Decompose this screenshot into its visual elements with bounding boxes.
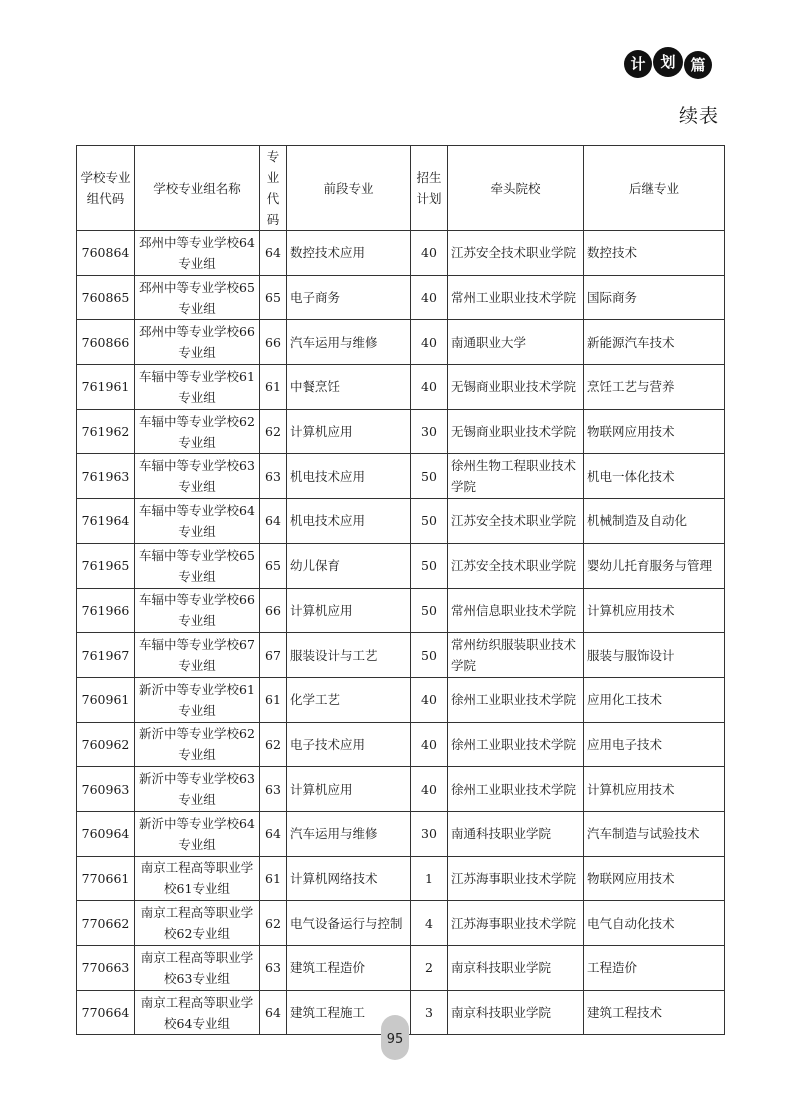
group-code-cell: 761961 bbox=[77, 365, 135, 410]
group-code-cell: 760865 bbox=[77, 275, 135, 320]
plan-cell: 4 bbox=[411, 901, 448, 946]
lead-college-cell: 南通职业大学 bbox=[448, 320, 584, 365]
front-major-cell: 服装设计与工艺 bbox=[287, 633, 411, 678]
major-code-cell: 63 bbox=[260, 767, 287, 812]
follow-major-cell: 计算机应用技术 bbox=[584, 588, 725, 633]
group-name-cell: 车辐中等专业学校66专业组 bbox=[135, 588, 260, 633]
group-name-cell: 南京工程高等职业学校62专业组 bbox=[135, 901, 260, 946]
front-major-cell: 计算机应用 bbox=[287, 767, 411, 812]
continued-label: 续表 bbox=[678, 105, 719, 127]
group-name-cell: 邳州中等专业学校66专业组 bbox=[135, 320, 260, 365]
plan-cell: 30 bbox=[411, 811, 448, 856]
group-code-cell: 761966 bbox=[77, 588, 135, 633]
front-major-cell: 计算机网络技术 bbox=[287, 856, 411, 901]
group-name-cell: 新沂中等专业学校61专业组 bbox=[135, 677, 260, 722]
major-code-cell: 63 bbox=[260, 454, 287, 499]
lead-college-cell: 徐州工业职业技术学院 bbox=[448, 722, 584, 767]
section-logo bbox=[624, 44, 714, 84]
column-header: 学校专业组名称 bbox=[135, 146, 260, 231]
group-code-cell: 770663 bbox=[77, 946, 135, 991]
group-name-cell: 车辐中等专业学校63专业组 bbox=[135, 454, 260, 499]
group-code-cell: 760961 bbox=[77, 677, 135, 722]
front-major-cell: 数控技术应用 bbox=[287, 231, 411, 276]
table-row bbox=[77, 409, 725, 454]
group-name-cell: 邳州中等专业学校65专业组 bbox=[135, 275, 260, 320]
front-major-cell: 计算机应用 bbox=[287, 588, 411, 633]
plan-cell: 50 bbox=[411, 588, 448, 633]
group-code-cell: 770662 bbox=[77, 901, 135, 946]
front-major-cell: 建筑工程造价 bbox=[287, 946, 411, 991]
group-code-cell: 761963 bbox=[77, 454, 135, 499]
major-code-cell: 62 bbox=[260, 722, 287, 767]
plan-cell: 50 bbox=[411, 454, 448, 499]
column-header: 学校专业组代码 bbox=[77, 146, 135, 231]
table-header-row bbox=[77, 146, 725, 231]
group-code-cell: 760964 bbox=[77, 811, 135, 856]
lead-college-cell: 徐州工业职业技术学院 bbox=[448, 677, 584, 722]
follow-major-cell: 物联网应用技术 bbox=[584, 856, 725, 901]
group-code-cell: 760866 bbox=[77, 320, 135, 365]
front-major-cell: 中餐烹饪 bbox=[287, 365, 411, 410]
major-code-cell: 61 bbox=[260, 365, 287, 410]
major-code-cell: 62 bbox=[260, 901, 287, 946]
follow-major-cell: 汽车制造与试验技术 bbox=[584, 811, 725, 856]
lead-college-cell: 常州工业职业技术学院 bbox=[448, 275, 584, 320]
group-code-cell: 770664 bbox=[77, 990, 135, 1035]
page-number: 95 bbox=[381, 1015, 409, 1060]
major-code-cell: 65 bbox=[260, 275, 287, 320]
plan-cell: 40 bbox=[411, 722, 448, 767]
table-row bbox=[77, 767, 725, 812]
front-major-cell: 计算机应用 bbox=[287, 409, 411, 454]
plan-cell: 2 bbox=[411, 946, 448, 991]
major-code-cell: 64 bbox=[260, 990, 287, 1035]
front-major-cell: 电子商务 bbox=[287, 275, 411, 320]
lead-college-cell: 常州信息职业技术学院 bbox=[448, 588, 584, 633]
group-name-cell: 邳州中等专业学校64专业组 bbox=[135, 231, 260, 276]
table-row bbox=[77, 320, 725, 365]
lead-college-cell: 南通科技职业学院 bbox=[448, 811, 584, 856]
group-name-cell: 新沂中等专业学校63专业组 bbox=[135, 767, 260, 812]
follow-major-cell: 服装与服饰设计 bbox=[584, 633, 725, 678]
group-name-cell: 南京工程高等职业学校61专业组 bbox=[135, 856, 260, 901]
table-row bbox=[77, 454, 725, 499]
logo-char: 划 bbox=[653, 47, 683, 77]
table-row bbox=[77, 677, 725, 722]
column-header: 招生计划 bbox=[411, 146, 448, 231]
lead-college-cell: 江苏安全技术职业学院 bbox=[448, 499, 584, 544]
follow-major-cell: 数控技术 bbox=[584, 231, 725, 276]
follow-major-cell: 婴幼儿托育服务与管理 bbox=[584, 543, 725, 588]
group-code-cell: 761962 bbox=[77, 409, 135, 454]
table-row bbox=[77, 856, 725, 901]
follow-major-cell: 建筑工程技术 bbox=[584, 990, 725, 1035]
group-name-cell: 新沂中等专业学校62专业组 bbox=[135, 722, 260, 767]
lead-college-cell: 无锡商业职业技术学院 bbox=[448, 365, 584, 410]
follow-major-cell: 机电一体化技术 bbox=[584, 454, 725, 499]
plan-cell: 50 bbox=[411, 633, 448, 678]
group-code-cell: 761967 bbox=[77, 633, 135, 678]
plan-cell: 40 bbox=[411, 365, 448, 410]
table-row bbox=[77, 946, 725, 991]
plan-cell: 50 bbox=[411, 543, 448, 588]
plan-cell: 40 bbox=[411, 677, 448, 722]
group-code-cell: 761965 bbox=[77, 543, 135, 588]
group-name-cell: 车辐中等专业学校64专业组 bbox=[135, 499, 260, 544]
group-name-cell: 车辐中等专业学校67专业组 bbox=[135, 633, 260, 678]
follow-major-cell: 物联网应用技术 bbox=[584, 409, 725, 454]
plan-cell: 1 bbox=[411, 856, 448, 901]
lead-college-cell: 徐州工业职业技术学院 bbox=[448, 767, 584, 812]
group-name-cell: 车辐中等专业学校61专业组 bbox=[135, 365, 260, 410]
major-code-cell: 64 bbox=[260, 499, 287, 544]
major-code-cell: 63 bbox=[260, 946, 287, 991]
lead-college-cell: 南京科技职业学院 bbox=[448, 990, 584, 1035]
table-row bbox=[77, 588, 725, 633]
group-code-cell: 760962 bbox=[77, 722, 135, 767]
front-major-cell: 电子技术应用 bbox=[287, 722, 411, 767]
table-row bbox=[77, 275, 725, 320]
plan-cell: 30 bbox=[411, 409, 448, 454]
major-code-cell: 64 bbox=[260, 231, 287, 276]
follow-major-cell: 机械制造及自动化 bbox=[584, 499, 725, 544]
major-code-cell: 61 bbox=[260, 677, 287, 722]
table-row bbox=[77, 499, 725, 544]
lead-college-cell: 无锡商业职业技术学院 bbox=[448, 409, 584, 454]
column-header: 后继专业 bbox=[584, 146, 725, 231]
lead-college-cell: 常州纺织服装职业技术学院 bbox=[448, 633, 584, 678]
group-code-cell: 760963 bbox=[77, 767, 135, 812]
follow-major-cell: 工程造价 bbox=[584, 946, 725, 991]
table-row bbox=[77, 231, 725, 276]
major-code-cell: 62 bbox=[260, 409, 287, 454]
lead-college-cell: 江苏安全技术职业学院 bbox=[448, 231, 584, 276]
group-name-cell: 南京工程高等职业学校63专业组 bbox=[135, 946, 260, 991]
group-code-cell: 761964 bbox=[77, 499, 135, 544]
table-row bbox=[77, 901, 725, 946]
table-row bbox=[77, 722, 725, 767]
group-code-cell: 770661 bbox=[77, 856, 135, 901]
follow-major-cell: 电气自动化技术 bbox=[584, 901, 725, 946]
front-major-cell: 汽车运用与维修 bbox=[287, 811, 411, 856]
front-major-cell: 机电技术应用 bbox=[287, 454, 411, 499]
logo-char: 计 bbox=[624, 50, 652, 78]
plan-cell: 40 bbox=[411, 275, 448, 320]
group-name-cell: 新沂中等专业学校64专业组 bbox=[135, 811, 260, 856]
plan-cell: 40 bbox=[411, 320, 448, 365]
table-row bbox=[77, 811, 725, 856]
front-major-cell: 化学工艺 bbox=[287, 677, 411, 722]
column-header: 前段专业 bbox=[287, 146, 411, 231]
follow-major-cell: 国际商务 bbox=[584, 275, 725, 320]
table-row bbox=[77, 543, 725, 588]
follow-major-cell: 应用电子技术 bbox=[584, 722, 725, 767]
front-major-cell: 幼儿保育 bbox=[287, 543, 411, 588]
lead-college-cell: 南京科技职业学院 bbox=[448, 946, 584, 991]
major-code-cell: 66 bbox=[260, 588, 287, 633]
follow-major-cell: 烹饪工艺与营养 bbox=[584, 365, 725, 410]
logo-char: 篇 bbox=[684, 51, 712, 79]
column-header: 牵头院校 bbox=[448, 146, 584, 231]
follow-major-cell: 应用化工技术 bbox=[584, 677, 725, 722]
lead-college-cell: 江苏海事职业技术学院 bbox=[448, 856, 584, 901]
group-name-cell: 车辐中等专业学校65专业组 bbox=[135, 543, 260, 588]
major-code-cell: 64 bbox=[260, 811, 287, 856]
plan-cell: 40 bbox=[411, 231, 448, 276]
major-code-cell: 66 bbox=[260, 320, 287, 365]
major-code-cell: 65 bbox=[260, 543, 287, 588]
lead-college-cell: 江苏安全技术职业学院 bbox=[448, 543, 584, 588]
front-major-cell: 机电技术应用 bbox=[287, 499, 411, 544]
group-name-cell: 车辐中等专业学校62专业组 bbox=[135, 409, 260, 454]
plan-cell: 3 bbox=[411, 990, 448, 1035]
follow-major-cell: 新能源汽车技术 bbox=[584, 320, 725, 365]
front-major-cell: 汽车运用与维修 bbox=[287, 320, 411, 365]
follow-major-cell: 计算机应用技术 bbox=[584, 767, 725, 812]
group-code-cell: 760864 bbox=[77, 231, 135, 276]
major-code-cell: 67 bbox=[260, 633, 287, 678]
enrollment-table bbox=[76, 145, 725, 1035]
front-major-cell: 建筑工程施工 bbox=[287, 990, 411, 1035]
lead-college-cell: 江苏海事职业技术学院 bbox=[448, 901, 584, 946]
table-row bbox=[77, 633, 725, 678]
group-name-cell: 南京工程高等职业学校64专业组 bbox=[135, 990, 260, 1035]
plan-cell: 50 bbox=[411, 499, 448, 544]
plan-cell: 40 bbox=[411, 767, 448, 812]
front-major-cell: 电气设备运行与控制 bbox=[287, 901, 411, 946]
table-row bbox=[77, 365, 725, 410]
column-header: 专业代码 bbox=[260, 146, 287, 231]
major-code-cell: 61 bbox=[260, 856, 287, 901]
lead-college-cell: 徐州生物工程职业技术学院 bbox=[448, 454, 584, 499]
